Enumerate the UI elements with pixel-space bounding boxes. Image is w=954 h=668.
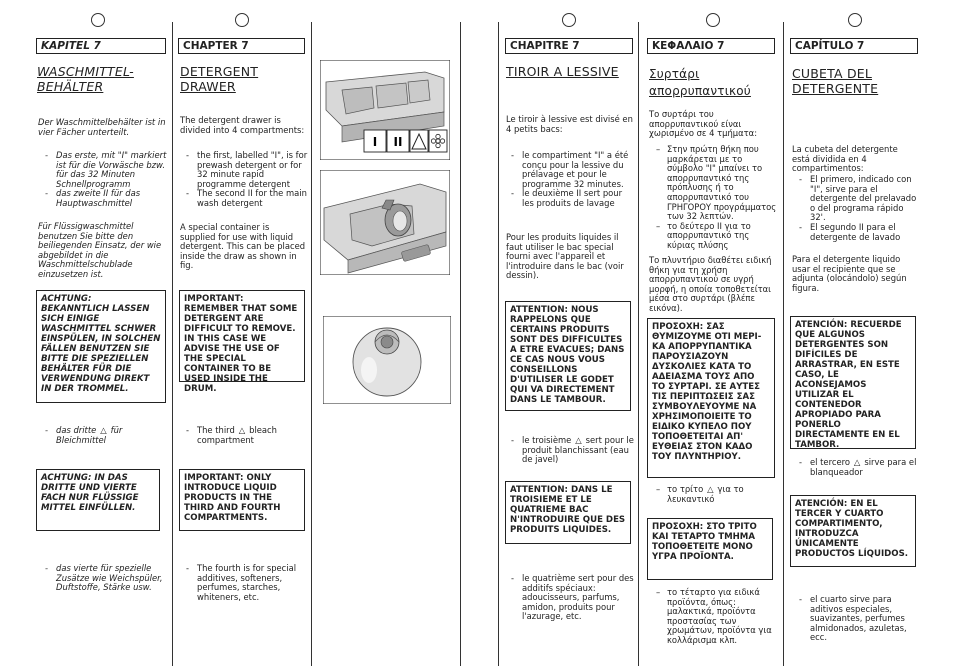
list-item: – το δεύτερο II για το απορρυπαντικό της κύριας πλύσης bbox=[656, 222, 780, 251]
chapter-header-fr: CHAPITRE 7 bbox=[505, 38, 633, 54]
list-item: - das zweite II für das Hauptwaschmittel bbox=[45, 189, 169, 208]
list-item bbox=[186, 426, 308, 445]
warning-box-de: ACHTUNG: BEKANNTLICH LASSEN SICH EINIGE WASCHMITTEL SCHWER EINSPÜLEN, IN SOLCHEN FÄLLEN BENUTZEN SIE BITTE DIE SPEZIELLEN BEHÄLTER FÜR DIE VERWENDUNG DIREKT IN DER TROMMEL. bbox=[36, 290, 166, 403]
detergent-drawer-figure bbox=[320, 60, 450, 160]
section-title-en: DETERGENT DRAWER bbox=[180, 64, 259, 94]
section-title-fr: TIROIR A LESSIVE bbox=[506, 64, 619, 79]
chapter-header-de: KAPITEL 7 bbox=[36, 38, 166, 54]
fourth-compartment-en bbox=[186, 564, 308, 602]
compartment-list-es bbox=[799, 175, 921, 242]
section-title-gr: Συρτάρι απορρυπαντικού bbox=[649, 67, 751, 98]
list-item: - le quatrième sert pour des additifs spéciaux: adoucisseurs, parfums, amidon, produits pour l'azurage, etc. bbox=[511, 574, 635, 622]
warning-box-es: ATENCIÓN: RECUERDE QUE ALGUNOS DETERGENTES SON DIFÍCILES DE ARRASTRAR, EN ESTE CASO, LE ACONSEJAMOS UTILIZAR EL CONTENEDOR APROPIADO PARA PONERLO DIRECTAMENTE EN EL TAMBOR. bbox=[790, 316, 916, 449]
list-item: - The fourth is for special additives, softeners, perfumes, starches, whiteners, etc. bbox=[186, 564, 308, 602]
fourth-compartment-fr bbox=[511, 574, 635, 622]
third-description: για το λευκαντικό bbox=[667, 484, 744, 504]
intro-text-de: Der Waschmittelbehälter ist in vier Fächer unterteilt. bbox=[38, 117, 166, 137]
third-compartment-es bbox=[799, 458, 921, 477]
list-item: - The second II for the main wash detergent bbox=[186, 189, 308, 208]
liquid-warning-box-fr: ATTENTION: DANS LE TROISIEME ET LE QUATRIEME BAC N'INTRODUIRE QUE DES PRODUITS LIQUIDES. bbox=[505, 481, 631, 544]
third-description: bleach compartment bbox=[197, 425, 277, 445]
intro-text-en: The detergent drawer is divided into 4 compartments: bbox=[180, 115, 305, 135]
language-marker-circle bbox=[91, 13, 105, 27]
warning-box-gr: ΠΡΟΣΟΧΗ: ΣΑΣ ΘΥΜΙΖΟΥΜΕ ΟΤΙ ΜΕΡΙ- ΚΑ ΑΠΟΡΡΥΠΑΝΤΙΚΑ ΠΑΡΟΥΣΙΑΖΟΥΝ ΔΥΣΚΟΛΙΕΣ ΚΑΤΑ ΤΟ ΑΔΕΙΑΣΜΑ ΤΟΥΣ ΑΠΟ ΤΟ ΣΥΡΤΑΡΙ. ΣΕ ΑΥΤΕΣ ΤΙΣ ΠΕΡΙΠΤΩΣΕΙΣ ΣΑΣ ΣΥΜΒΟΥΛΕΥΟΥΜΕ ΝΑ ΧΡΗΣΙΜΟΠΟΙΕΙΤΕ ΤΟ ΕΙΔΙΚΟ ΚΥΠΕΛΟ ΠΟΥ ΤΟΠΟΘΕΤΕΙΤΑΙ ΑΠ' ΕΥΘΕΙΑΣ ΣΤΟΝ ΚΑΔΟ ΤΟΥ ΠΛΥΝΤΗΡΙΟΥ. bbox=[647, 318, 775, 478]
list-item: - the first, labelled "I", is for prewash detergent or for 32 minute rapid programme detergent bbox=[186, 151, 308, 189]
list-item: - El segundo II para el detergente de lavado bbox=[799, 223, 921, 242]
compartment-list-gr bbox=[656, 145, 780, 251]
section-title-es: CUBETA DEL DETERGENTE bbox=[792, 66, 879, 96]
label-i: I bbox=[372, 135, 378, 149]
column-rule bbox=[783, 22, 784, 666]
column-rule bbox=[498, 22, 499, 666]
third-compartment-de bbox=[45, 426, 169, 445]
compartment-list-de bbox=[45, 151, 169, 209]
list-item: – Στην πρώτη θήκη που μαρκάρεται με το σύμβολο "I" μπαίνει το απορρυπαντικό της πρόπλυσης ή το απορρυπαντικό του ΓΡΗΓΟΡΟΥ προγράμματος των 32 λεπτών. bbox=[656, 145, 780, 222]
list-item: - El primero, indicado con "I", sirve para el detergente del prelavado o del programa rápido 32'. bbox=[799, 175, 921, 223]
list-item bbox=[656, 485, 778, 504]
bleach-triangle-icon: △ bbox=[707, 484, 714, 494]
list-item bbox=[45, 426, 169, 445]
liquid-text-gr: Το πλυντήριο διαθέτει ειδική θήκη για τη χρήση απορρυπαντικού σε υγρή μορφή, η οποία τοποθετείται μέσα στο συρτάρι (βλέπε εικόνα). bbox=[649, 255, 772, 313]
language-marker-circle bbox=[235, 13, 249, 27]
column-rule bbox=[460, 22, 461, 666]
list-item: - das vierte für spezielle Zusätze wie Weichspüler, Duftstoffe, Stärke usw. bbox=[45, 564, 169, 593]
intro-text-es: La cubeta del detergente está dividida en 4 compartimentos: bbox=[792, 144, 898, 174]
third-label: le troisième bbox=[522, 435, 572, 445]
third-description: sert pour le produit blanchissant (eau de javel) bbox=[522, 435, 634, 465]
third-label: το τρίτο bbox=[667, 484, 704, 494]
column-rule bbox=[311, 22, 312, 666]
dosing-ball-figure bbox=[323, 316, 451, 404]
section-title-de: WASCHMITTEL-BEHÄLTER bbox=[37, 64, 134, 94]
chapter-header-es: CAPÍTULO 7 bbox=[790, 38, 918, 54]
bleach-triangle-icon: △ bbox=[238, 425, 246, 435]
liquid-container-in-drawer-figure bbox=[320, 170, 450, 275]
compartment-list-en bbox=[186, 151, 308, 209]
bleach-triangle-icon: △ bbox=[853, 457, 861, 467]
fourth-compartment-gr bbox=[656, 588, 780, 646]
fourth-compartment-de bbox=[45, 564, 169, 593]
language-marker-circle bbox=[706, 13, 720, 27]
third-label: The third bbox=[197, 425, 235, 435]
compartment-list-fr bbox=[511, 151, 635, 209]
liquid-text-fr: Pour les produits liquides il faut utiliser le bac special fourni avec l'appareil et l'introduire dans le bac (voir dessin). bbox=[506, 232, 624, 281]
list-item: - le compartiment "I" a été conçu pour la lessive du prélavage et pour le programme 32 minutes. bbox=[511, 151, 635, 189]
chapter-header-gr: ΚΕΦΑΛΑΙΟ 7 bbox=[647, 38, 775, 54]
language-marker-circle bbox=[848, 13, 862, 27]
list-item bbox=[511, 436, 635, 465]
list-item: - el cuarto sirve para aditivos especiales, suavizantes, perfumes almidonados, azuletas, ecc. bbox=[799, 595, 921, 643]
label-ii: II bbox=[393, 135, 403, 149]
third-description: für Bleichmittel bbox=[56, 425, 123, 445]
liquid-text-es: Para el detergente liquido usar el recipiente que se adjunta (olocándolo) según figura. bbox=[792, 254, 907, 293]
list-item bbox=[799, 458, 921, 477]
third-compartment-en bbox=[186, 426, 308, 445]
liquid-warning-box-es: ATENCIÓN: EN EL TERCER Y CUARTO COMPARTIMENTO, INTRODUZCA ÚNICAMENTE PRODUCTOS LÍQUIDOS. bbox=[790, 495, 916, 567]
chapter-header-en: CHAPTER 7 bbox=[178, 38, 305, 54]
dosing-ball-drawing bbox=[323, 316, 451, 404]
liquid-warning-box-en: IMPORTANT: ONLY INTRODUCE LIQUID PRODUCTS IN THE THIRD AND FOURTH COMPARTMENTS. bbox=[179, 469, 305, 531]
third-description: sirve para el blanqueador bbox=[810, 457, 917, 477]
warning-box-fr: ATTENTION: NOUS RAPPELONS QUE CERTAINS PRODUITS SONT DES DIFFICULTES A ETRE EVACUES; DANS CE CAS NOUS VOUS CONSEILLONS D'UTILISER LE GODET QUI VA DIRECTEMENT DANS LE TAMBOUR. bbox=[505, 301, 631, 411]
third-compartment-gr bbox=[656, 485, 778, 504]
third-compartment-fr bbox=[511, 436, 635, 465]
bleach-triangle-icon: △ bbox=[575, 435, 582, 445]
list-item: – το τέταρτο για ειδικά προϊόντα, όπως: μαλακτικά, προϊόντα προστασίας των χρωμάτων, προϊόντα για κολλάρισμα κλπ. bbox=[656, 588, 780, 646]
drawer-insert-drawing bbox=[320, 170, 450, 275]
list-item: - le deuxième II sert pour les produits de lavage bbox=[511, 189, 635, 208]
column-rule bbox=[172, 22, 173, 666]
liquid-warning-box-gr: ΠΡΟΣΟΧΗ: ΣΤΟ ΤΡΙΤΟ ΚΑΙ ΤΕΤΑΡΤΟ ΤΜΗΜΑ ΤΟΠΟΘΕΤΕΙΤΕ ΜΟΝΟ ΥΓΡΑ ΠΡΟΪΟΝΤΑ. bbox=[647, 518, 773, 580]
liquid-text-de: Für Flüssigwaschmittel benutzen Sie bitte den beiliegenden Einsatz, der wie abgebildet in die Waschmittelschublade einzusetzen ist. bbox=[38, 221, 162, 279]
third-label: el tercero bbox=[810, 457, 850, 467]
bleach-triangle-icon: △ bbox=[100, 425, 107, 435]
fourth-compartment-es bbox=[799, 595, 921, 643]
intro-text-gr: Το συρτάρι του απορρυπαντικού είναι χωρισμένο σε 4 τμήματα: bbox=[649, 109, 758, 139]
liquid-text-en: A special container is supplied for use with liquid detergent. This can be placed inside the draw as shown in fig. bbox=[180, 222, 306, 271]
language-marker-circle bbox=[562, 13, 576, 27]
warning-box-en: IMPORTANT: REMEMBER THAT SOME DETERGENT ARE DIFFICULT TO REMOVE. IN THIS CASE WE ADVISE THE USE OF THE SPECIAL CONTAINER TO BE USED INSIDE THE DRUM. bbox=[179, 290, 305, 382]
list-item: - Das erste, mit "I" markiert ist für die Vorwäsche bzw. für das 32 Minuten Schnellprogramm bbox=[45, 151, 169, 189]
column-rule bbox=[638, 22, 639, 666]
intro-text-fr: Le tiroir à lessive est divisé en 4 petits bacs: bbox=[506, 114, 633, 134]
drawer-drawing bbox=[320, 60, 450, 160]
third-label: das dritte bbox=[56, 425, 97, 435]
liquid-warning-box-de: ACHTUNG: IN DAS DRITTE UND VIERTE FACH NUR FLÜSSIGE MITTEL EINFÜLLEN. bbox=[36, 469, 160, 531]
